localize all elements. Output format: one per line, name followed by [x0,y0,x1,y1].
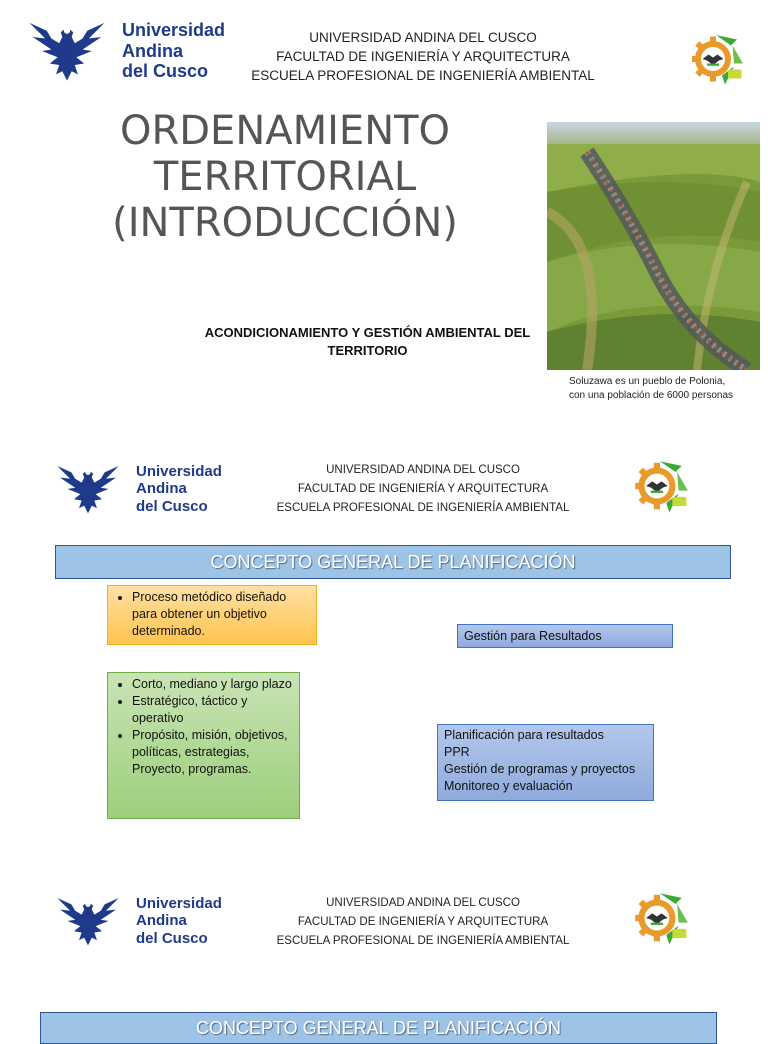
header-line-1: UNIVERSIDAD ANDINA DEL CUSCO [326,464,520,476]
logo-text [136,463,222,515]
logo-text [136,895,222,947]
page-title [80,108,490,246]
slide-planning-concept [0,440,768,860]
subtitle [185,324,550,360]
university-logo [56,458,222,520]
recycle-gear-emblem-icon [622,455,698,517]
characteristics-item: • Corto, mediano y largo plazo [132,676,293,693]
institution-header [262,894,584,951]
logo-line-2: Andina [136,912,187,930]
characteristics-list [114,676,293,778]
recycle-gear-emblem-icon [686,29,746,89]
title-line-3: (INTRODUCCIÓN) [112,200,458,246]
characteristics-box [107,672,300,819]
institution-header [238,28,608,85]
logo-line-1: Universidad [136,463,222,481]
logo-line-3: del Cusco [122,61,209,82]
logo-line-3: del Cusco [136,497,208,515]
results-management-box: Gestión para Resultados [457,624,673,648]
title-line-1: ORDENAMIENTO [119,108,451,154]
header-line-1: UNIVERSIDAD ANDINA DEL CUSCO [326,897,520,909]
header-line-2: FACULTAD DE INGENIERÍA Y ARQUITECTURA [297,916,549,928]
header-line-3: ESCUELA PROFESIONAL DE INGENIERÍA AMBIENTAL [276,935,570,947]
title-line-2: TERRITORIAL [153,154,417,200]
eagle-logo-icon [28,14,106,88]
results-planning-line: Planificación para resultados [444,728,604,742]
header-line-1: UNIVERSIDAD ANDINA DEL CUSCO [309,30,537,45]
eagle-logo-icon [56,458,120,520]
header-line-2: FACULTAD DE INGENIERÍA Y ARQUITECTURA [297,483,549,495]
caption-line-1: Soluzawa es un pueblo de Polonia, [569,376,726,387]
subtitle-line-2: TERRITORIO [327,343,408,358]
logo-line-1: Universidad [136,895,222,913]
slide-planning-concept-2 [0,872,768,1038]
definition-item: • Proceso metódico diseñado para obtener un objetivo determinado. [132,589,310,640]
results-planning-line: Gestión de programas y proyectos [444,762,636,776]
results-planning-box [437,724,654,801]
recycle-gear-emblem-icon [622,887,698,949]
logo-line-1: Universidad [122,19,226,40]
logo-line-3: del Cusco [136,929,208,947]
header-line-3: ESCUELA PROFESIONAL DE INGENIERÍA AMBIENTAL [251,68,595,83]
university-logo [56,890,222,952]
aerial-village-photo [547,122,760,370]
results-planning-line: Monitoreo y evaluación [444,779,573,793]
definition-box [107,585,317,645]
characteristics-item: • Estratégico, táctico y operativo [132,693,293,727]
definition-list [114,589,310,640]
institution-header [262,461,584,518]
section-banner: CONCEPTO GENERAL DE PLANIFICACIÓN [40,1012,717,1044]
eagle-logo-icon [56,890,120,952]
characteristics-item: • Propósito, misión, objetivos, políticas, estrategias, Proyecto, programas. [132,727,293,778]
logo-line-2: Andina [122,40,183,61]
logo-line-2: Andina [136,480,187,498]
logo-text [122,20,225,82]
university-logo [28,14,225,88]
section-banner: CONCEPTO GENERAL DE PLANIFICACIÓN [55,545,731,579]
results-planning-line: PPR [444,745,470,759]
header-line-2: FACULTAD DE INGENIERÍA Y ARQUITECTURA [276,49,570,64]
slide-title [0,0,768,430]
caption-line-2: con una población de 6000 personas [569,390,734,401]
photo-caption [569,375,733,403]
header-line-3: ESCUELA PROFESIONAL DE INGENIERÍA AMBIENTAL [276,502,570,514]
subtitle-line-1: ACONDICIONAMIENTO Y GESTIÓN AMBIENTAL DEL [204,325,531,340]
